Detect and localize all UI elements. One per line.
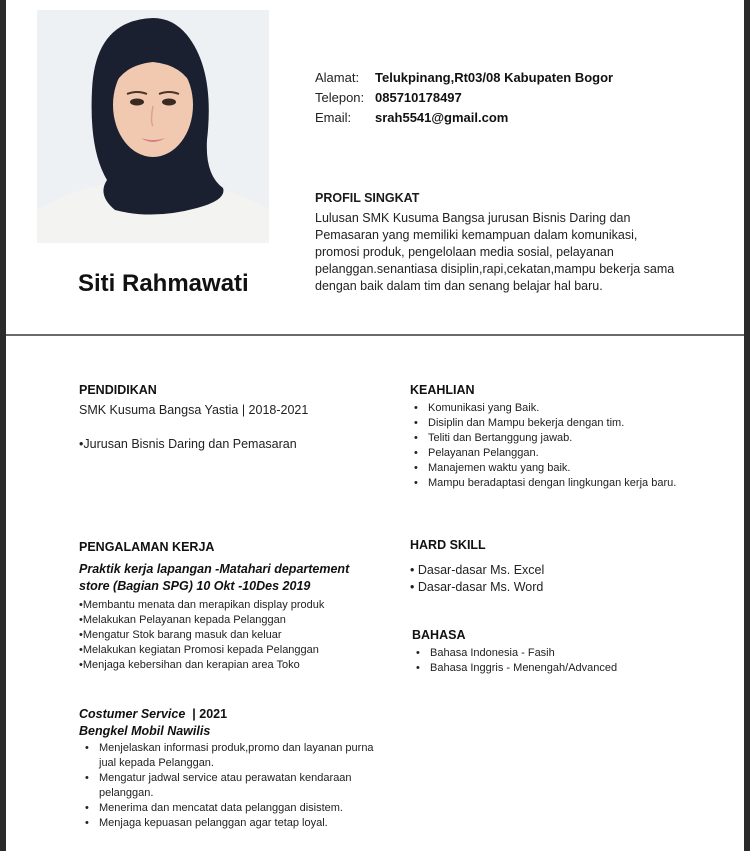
skill-item: • Pelayanan Pelanggan. xyxy=(428,446,682,461)
job2-duties xyxy=(83,741,383,831)
contact-email xyxy=(315,107,613,127)
language-list xyxy=(414,646,617,676)
job1-title: Praktik kerja lapangan -Matahari departement store (Bagian SPG) 10 Okt -10Des 2019 xyxy=(79,562,350,593)
hard-skill-heading: HARD SKILL xyxy=(410,538,486,552)
job1-duty: •Membantu menata dan merapikan display produk xyxy=(79,599,325,611)
job2-duty: • Menjelaskan informasi produk,promo dan layanan purna jual kepada Pelanggan. xyxy=(99,741,383,771)
job1-duty: •Menjaga kebersihan dan kerapian area Toko xyxy=(79,659,300,671)
job1-duties xyxy=(79,598,379,673)
hard-skill-item: • Dasar-dasar Ms. Word xyxy=(410,580,544,594)
skill-item: • Disiplin dan Mampu bekerja dengan tim. xyxy=(428,416,682,431)
language-item: • Bahasa Indonesia - Fasih xyxy=(430,646,617,661)
language-heading: BAHASA xyxy=(412,628,466,642)
education-major: •Jurusan Bisnis Daring dan Pemasaran xyxy=(79,437,297,451)
job1-duty: •Melakukan Pelayanan kepada Pelanggan xyxy=(79,614,286,626)
job2-duty: • Mengatur jadwal service atau perawatan kendaraan pelanggan. xyxy=(99,771,383,801)
person-name: Siti Rahmawati xyxy=(78,270,249,297)
language-item: • Bahasa Inggris - Menengah/Advanced xyxy=(430,661,617,676)
section-divider xyxy=(6,334,744,336)
education-school: SMK Kusuma Bangsa Yastia | 2018-2021 xyxy=(79,403,309,417)
address-value: Telukpinang,Rt03/08 Kabupaten Bogor xyxy=(375,69,614,85)
phone-value: 085710178497 xyxy=(375,89,462,105)
job2-company: Bengkel Mobil Nawilis xyxy=(79,724,211,738)
job2-title: Costumer Service xyxy=(79,707,186,721)
address-label: Alamat: xyxy=(315,69,360,85)
email-value: srah5541@gmail.com xyxy=(375,109,509,125)
job1-duty: •Mengatur Stok barang masuk dan keluar xyxy=(79,629,282,641)
experience-heading: PENGALAMAN KERJA xyxy=(79,540,215,554)
job2-header xyxy=(79,706,227,723)
skills-heading: KEAHLIAN xyxy=(410,383,475,397)
hard-skill-item: • Dasar-dasar Ms. Excel xyxy=(410,563,545,577)
contact-info xyxy=(315,67,613,127)
profile-heading: PROFIL SINGKAT xyxy=(315,191,420,205)
job2-duty: • Menerima dan mencatat data pelanggan disistem. xyxy=(99,801,383,816)
phone-label: Telepon: xyxy=(315,89,365,105)
skill-item: • Komunikasi yang Baik. xyxy=(428,401,682,416)
profile-photo xyxy=(37,10,269,243)
skill-item: • Teliti dan Bertanggung jawab. xyxy=(428,431,682,446)
job2-duty: • Menjaga kepuasan pelanggan agar tetap loyal. xyxy=(99,816,383,831)
education-heading: PENDIDIKAN xyxy=(79,383,157,397)
job2-year: | 2021 xyxy=(192,707,228,721)
hard-skill-list xyxy=(410,562,544,596)
skill-item: • Manajemen waktu yang baik. xyxy=(428,461,682,476)
skill-item: • Mampu beradaptasi dengan lingkungan kerja baru. xyxy=(428,476,682,491)
contact-address xyxy=(315,67,613,87)
job1-duty: •Melakukan kegiatan Promosi kepada Pelanggan xyxy=(79,644,319,656)
profile-summary: Lulusan SMK Kusuma Bangsa jurusan Bisnis Daring dan Pemasaran yang memiliki kemampuan dalam komunikasi, promosi produk, pengelolaan media sosial, pelayanan pelanggan.senantiasa disiplin,rapi,cekatan,mampu bekerja sama dengan baik dalam tim dan senang belajar hal baru. xyxy=(315,211,675,293)
resume-page xyxy=(6,0,744,851)
skills-list xyxy=(412,401,682,491)
contact-phone xyxy=(315,87,613,107)
email-label: Email: xyxy=(315,109,352,125)
